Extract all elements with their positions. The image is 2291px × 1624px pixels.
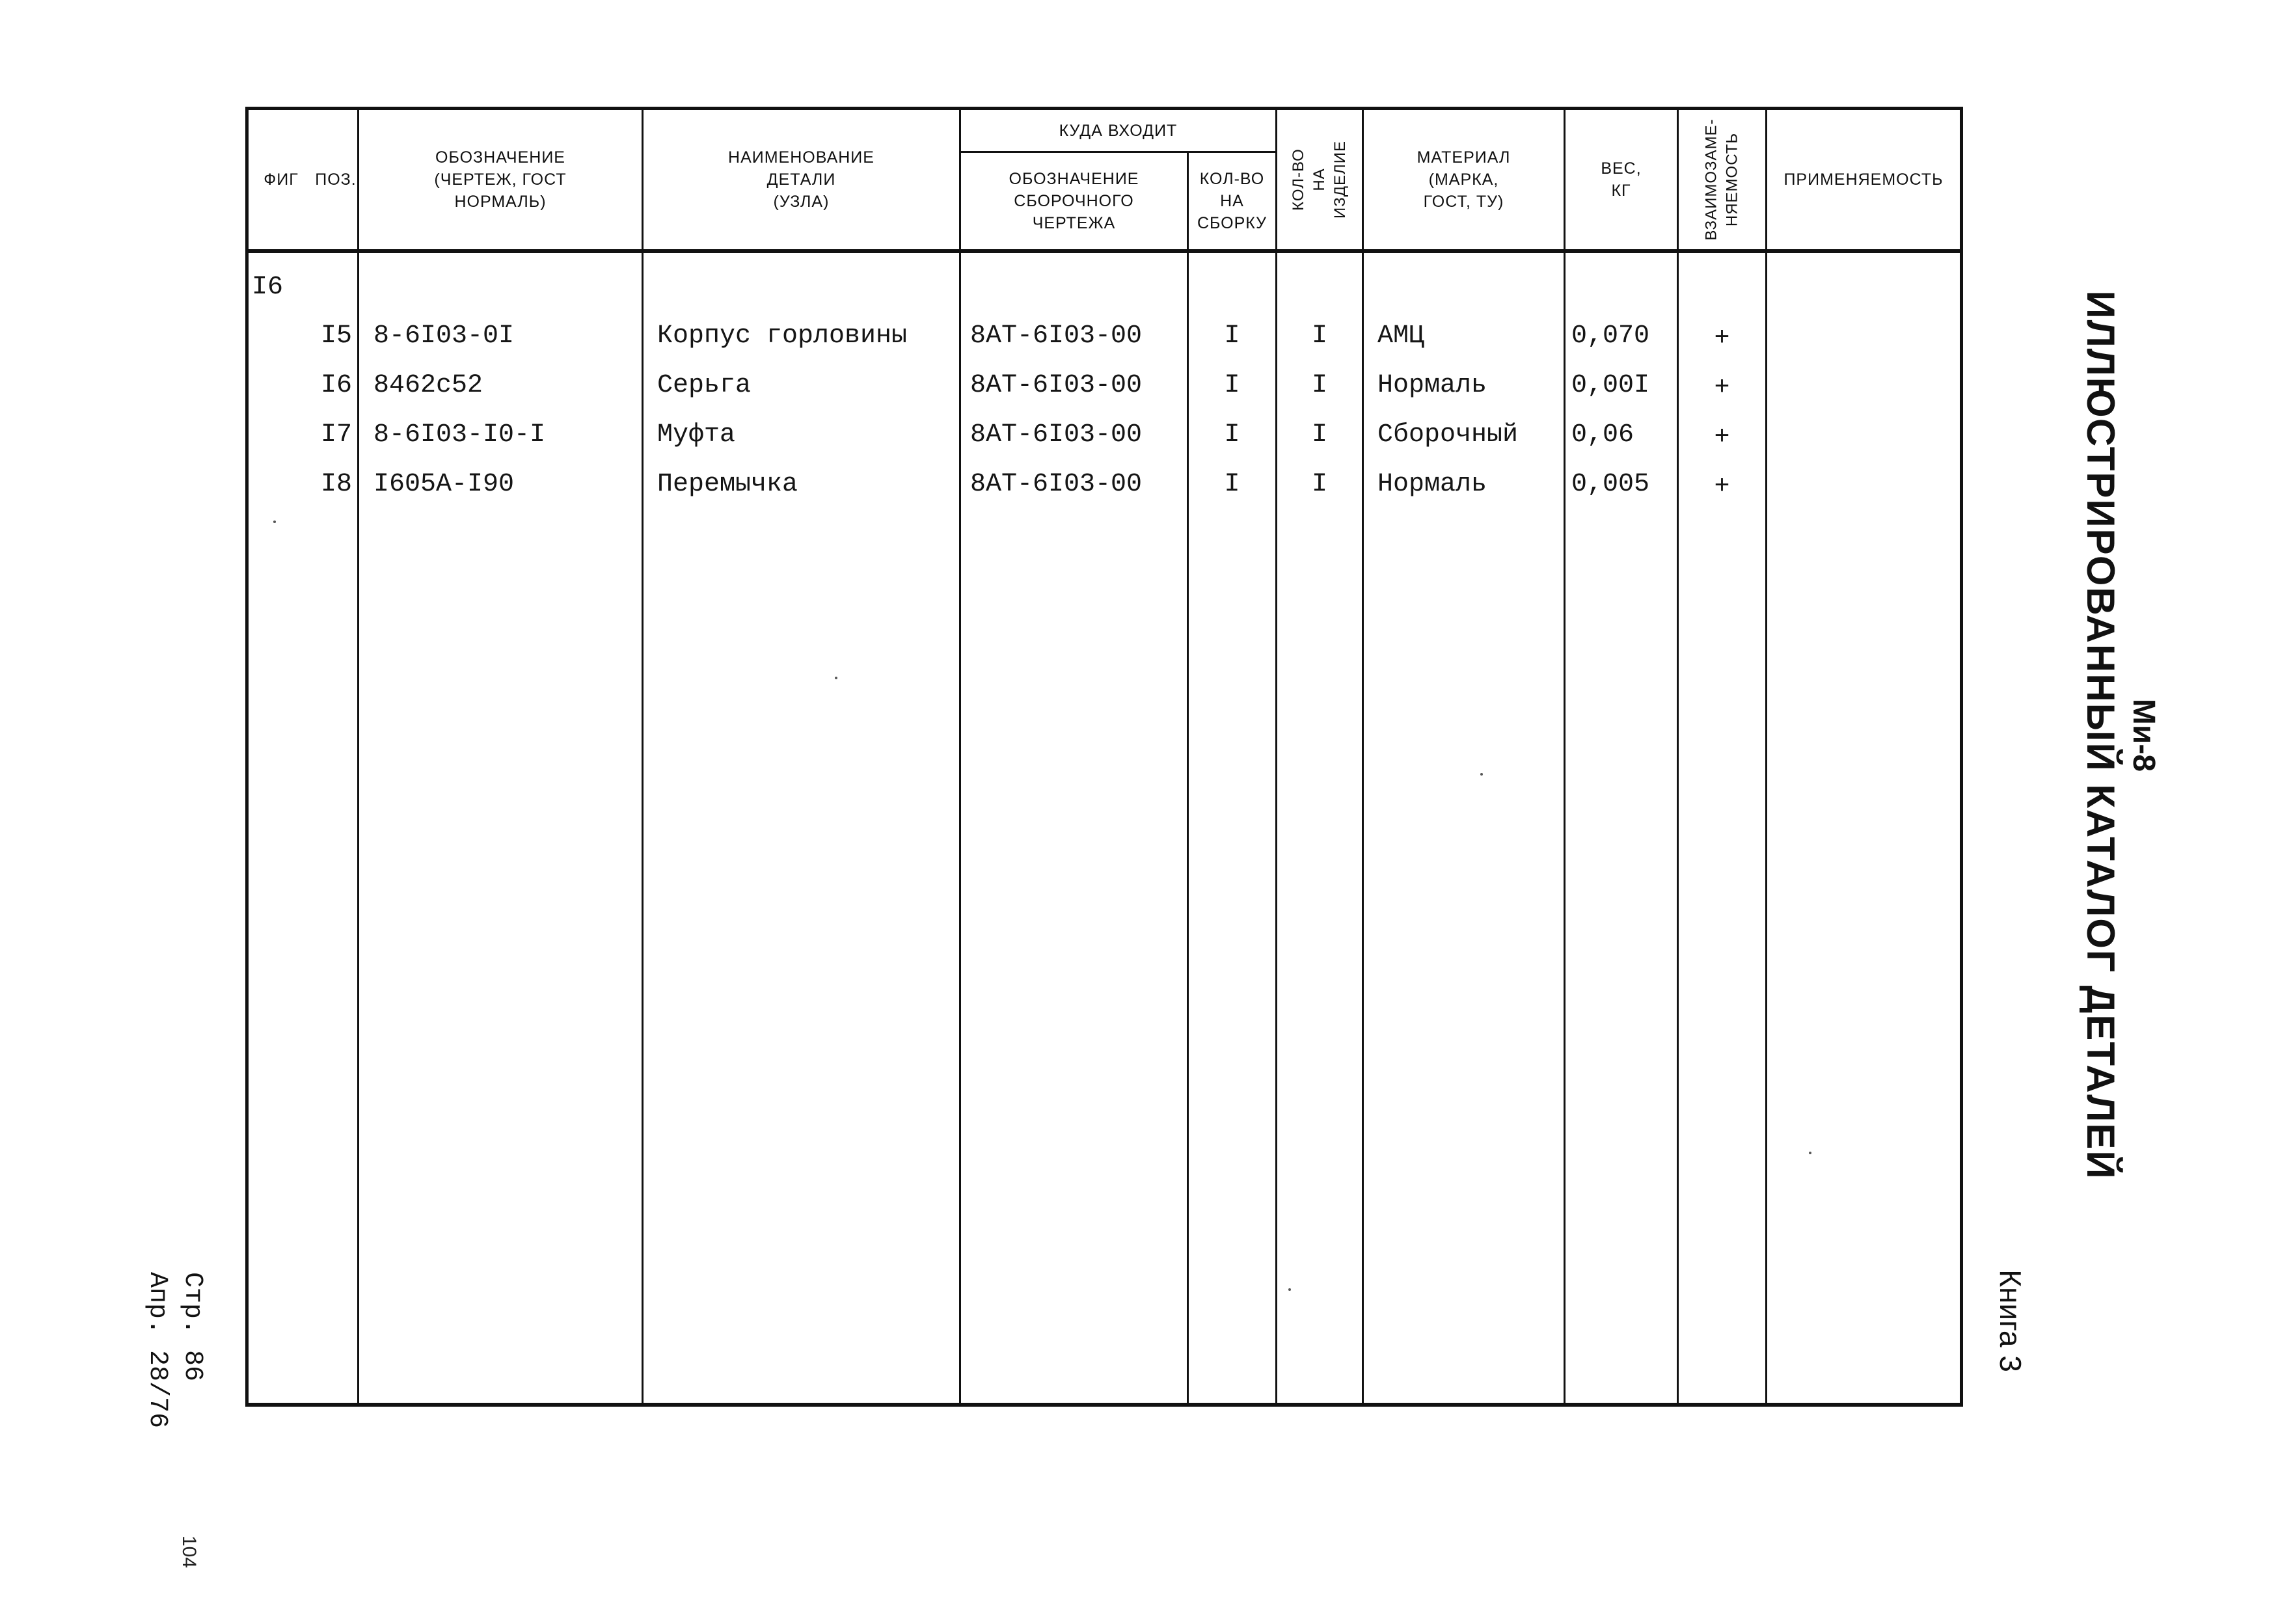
scan-speck [835, 677, 837, 679]
figure-number: I6 [252, 273, 284, 302]
row-material: АМЦ [1377, 321, 1425, 351]
scan-speck [1480, 773, 1483, 776]
row-qty-per-assembly: I [1224, 321, 1240, 351]
header-weight: ВЕС, КГ [1601, 159, 1642, 200]
row-designation: 8-6I03-I0-I [373, 420, 546, 450]
header-part-name: НАИМЕНОВАНИЕ ДЕТАЛИ (УЗЛА) [728, 148, 874, 211]
header-qty-per-product [1277, 110, 1362, 249]
page-number: Стр. 86 [178, 1271, 207, 1382]
catalog-title: ИЛЛЮСТРИРОВАННЫЙ КАТАЛОГ ДЕТАЛЕЙ [2079, 290, 2122, 1180]
page-footer [139, 1272, 210, 1428]
column-divider-interchangeability [1765, 107, 1767, 1407]
row-interchangeability: + [1714, 324, 1730, 353]
row-position: I8 [320, 470, 352, 499]
row-weight: 0,00I [1571, 371, 1650, 400]
row-assembly-drawing: 8АТ-6I03-00 [970, 321, 1143, 351]
header-interchangeability [1679, 110, 1765, 249]
parts-table [245, 107, 1963, 1407]
sheet-number: 104 [178, 1535, 200, 1569]
row-position: I5 [320, 321, 352, 351]
row-qty-per-product: I [1311, 420, 1327, 450]
table-border-bottom [245, 1403, 1963, 1407]
row-qty-per-assembly: I [1224, 420, 1240, 450]
book-label: Книга 3 [1994, 1269, 2027, 1372]
row-assembly-drawing: 8АТ-6I03-00 [970, 420, 1143, 450]
row-assembly-drawing: 8АТ-6I03-00 [970, 371, 1143, 400]
row-qty-per-product: I [1311, 321, 1327, 351]
row-qty-per-assembly: I [1224, 371, 1240, 400]
row-qty-per-product: I [1311, 470, 1327, 499]
row-qty-per-assembly: I [1224, 470, 1240, 499]
side-title [2077, 290, 2163, 1180]
row-weight: 0,005 [1571, 470, 1650, 499]
scan-speck [1288, 1288, 1291, 1291]
row-part-name: Муфта [657, 420, 736, 450]
header-fig: ФИГ [264, 170, 299, 189]
header-position: ПОЗ. [315, 170, 357, 189]
header-designation: ОБОЗНАЧЕНИЕ (ЧЕРТЕЖ, ГОСТ НОРМАЛЬ) [434, 148, 567, 211]
row-part-name: Серьга [657, 371, 752, 400]
row-position: I7 [320, 420, 352, 450]
row-interchangeability: + [1714, 423, 1730, 452]
row-assembly-drawing: 8АТ-6I03-00 [970, 470, 1143, 499]
row-designation: I605А-I90 [373, 470, 515, 499]
column-divider-material [1564, 107, 1566, 1407]
row-position: I6 [320, 371, 352, 400]
header-divider [245, 249, 1963, 253]
header-goes-into: КУДА ВХОДИТ [1059, 121, 1178, 140]
column-divider-qty-product [1362, 107, 1364, 1407]
table-border-left [245, 107, 249, 1407]
aircraft-model: Ми-8 [2126, 698, 2161, 772]
column-divider-name [959, 107, 961, 1407]
row-material: Сборочный [1377, 420, 1519, 450]
table-border-right [1960, 107, 1963, 1407]
column-divider-weight [1677, 107, 1679, 1407]
row-interchangeability: + [1714, 472, 1730, 502]
column-divider-position [357, 107, 359, 1407]
header-assembly-drawing: ОБОЗНАЧЕНИЕ СБОРОЧНОГО ЧЕРТЕЖА [1009, 170, 1139, 232]
row-designation: 8462с52 [373, 371, 483, 400]
row-material: Нормаль [1377, 470, 1487, 499]
row-interchangeability: + [1714, 373, 1730, 403]
header-qty-per-product-label: КОЛ-ВО НА ИЗДЕЛИЕ [1290, 141, 1349, 219]
header-material: МАТЕРИАЛ (МАРКА, ГОСТ, ТУ) [1417, 148, 1511, 211]
row-qty-per-product: I [1311, 371, 1327, 400]
header-applicability: ПРИМЕНЯЕМОСТЬ [1783, 170, 1944, 189]
row-designation: 8-6I03-0I [373, 321, 515, 351]
row-part-name: Корпус горловины [657, 321, 908, 351]
column-divider-designation [642, 107, 644, 1407]
row-material: Нормаль [1377, 371, 1487, 400]
row-weight: 0,070 [1571, 321, 1650, 351]
header-interchangeability-label: ВЗАИМОЗАМЕ- НЯЕМОСТЬ [1702, 118, 1741, 241]
scan-speck [1809, 1152, 1811, 1154]
row-part-name: Перемычка [657, 470, 798, 499]
revision-date: Апр. 28/76 [142, 1271, 172, 1429]
column-divider-goes-into [1275, 107, 1277, 1407]
scan-speck [273, 521, 276, 523]
row-weight: 0,06 [1571, 420, 1634, 450]
header-qty-per-assembly: КОЛ-ВО НА СБОРКУ [1197, 170, 1268, 232]
